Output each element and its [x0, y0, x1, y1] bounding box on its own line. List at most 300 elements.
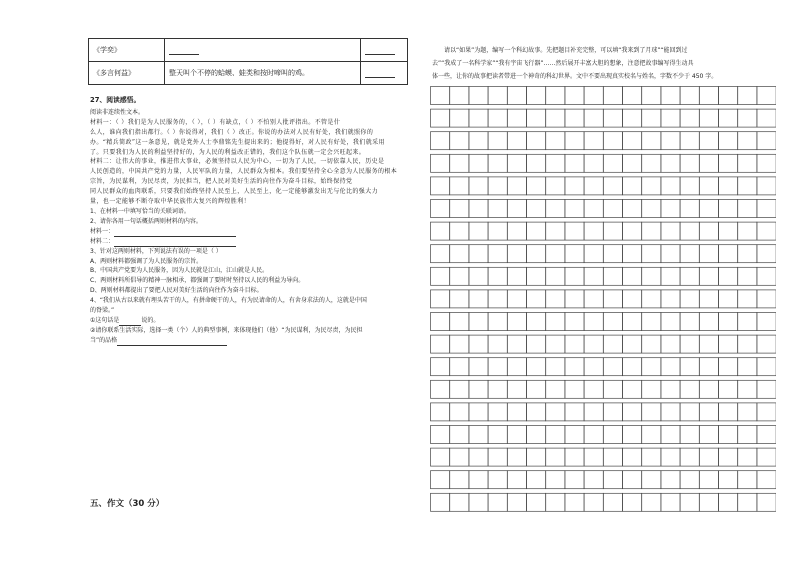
- grid-cell[interactable]: [469, 403, 488, 421]
- grid-cell[interactable]: [661, 380, 680, 398]
- grid-cell[interactable]: [565, 448, 584, 466]
- grid-cell[interactable]: [527, 290, 546, 308]
- grid-cell[interactable]: [738, 177, 757, 195]
- grid-cell[interactable]: [623, 358, 642, 376]
- grid-cell[interactable]: [738, 267, 757, 285]
- grid-cell[interactable]: [699, 335, 718, 353]
- grid-cell[interactable]: [584, 177, 603, 195]
- grid-cell[interactable]: [680, 245, 699, 263]
- grid-cell[interactable]: [527, 222, 546, 240]
- grid-cell[interactable]: [719, 200, 738, 218]
- grid-cell[interactable]: [565, 267, 584, 285]
- grid-cell[interactable]: [623, 380, 642, 398]
- grid-cell[interactable]: [680, 267, 699, 285]
- grid-cell[interactable]: [623, 87, 642, 105]
- grid-cell[interactable]: [507, 448, 526, 466]
- grid-cell[interactable]: [584, 335, 603, 353]
- grid-cell[interactable]: [623, 448, 642, 466]
- grid-cell[interactable]: [527, 471, 546, 489]
- material-2-answer-blank[interactable]: [114, 239, 236, 247]
- grid-cell[interactable]: [719, 177, 738, 195]
- grid-cell[interactable]: [584, 154, 603, 172]
- grid-cell[interactable]: [488, 358, 507, 376]
- grid-cell[interactable]: [738, 448, 757, 466]
- grid-cell[interactable]: [603, 154, 622, 172]
- grid-cell[interactable]: [565, 290, 584, 308]
- grid-cell[interactable]: [469, 177, 488, 195]
- grid-cell[interactable]: [757, 267, 776, 285]
- grid-cell[interactable]: [507, 335, 526, 353]
- grid-cell[interactable]: [603, 493, 622, 511]
- grid-cell[interactable]: [603, 290, 622, 308]
- grid-cell[interactable]: [565, 154, 584, 172]
- grid-cell[interactable]: [680, 177, 699, 195]
- grid-cell[interactable]: [699, 222, 718, 240]
- grid-cell[interactable]: [584, 290, 603, 308]
- grid-cell[interactable]: [450, 380, 469, 398]
- grid-cell[interactable]: [546, 267, 565, 285]
- grid-cell[interactable]: [488, 380, 507, 398]
- grid-cell[interactable]: [680, 200, 699, 218]
- grid-cell[interactable]: [642, 313, 661, 331]
- grid-cell[interactable]: [603, 335, 622, 353]
- grid-cell[interactable]: [546, 471, 565, 489]
- grid-cell[interactable]: [469, 132, 488, 150]
- grid-cell[interactable]: [546, 222, 565, 240]
- grid-cell[interactable]: [584, 245, 603, 263]
- grid-cell[interactable]: [507, 132, 526, 150]
- grid-cell[interactable]: [719, 290, 738, 308]
- grid-cell[interactable]: [680, 290, 699, 308]
- grid-cell[interactable]: [738, 290, 757, 308]
- grid-cell[interactable]: [603, 200, 622, 218]
- grid-cell[interactable]: [469, 290, 488, 308]
- grid-cell[interactable]: [623, 132, 642, 150]
- grid-cell[interactable]: [507, 426, 526, 444]
- grid-cell[interactable]: [488, 109, 507, 127]
- grid-cell[interactable]: [603, 245, 622, 263]
- grid-cell[interactable]: [680, 448, 699, 466]
- grid-cell[interactable]: [603, 109, 622, 127]
- grid-cell[interactable]: [584, 132, 603, 150]
- grid-cell[interactable]: [738, 109, 757, 127]
- grid-cell[interactable]: [623, 177, 642, 195]
- grid-cell[interactable]: [623, 200, 642, 218]
- grid-cell[interactable]: [680, 132, 699, 150]
- grid-cell[interactable]: [488, 222, 507, 240]
- grid-cell[interactable]: [527, 335, 546, 353]
- grid-cell[interactable]: [546, 109, 565, 127]
- grid-cell[interactable]: [507, 87, 526, 105]
- grid-cell[interactable]: [719, 87, 738, 105]
- grid-cell[interactable]: [488, 403, 507, 421]
- grid-cell[interactable]: [507, 200, 526, 218]
- grid-cell[interactable]: [661, 493, 680, 511]
- grid-cell[interactable]: [642, 109, 661, 127]
- grid-cell[interactable]: [527, 109, 546, 127]
- grid-cell[interactable]: [757, 222, 776, 240]
- grid-cell[interactable]: [565, 403, 584, 421]
- grid-cell[interactable]: [623, 154, 642, 172]
- grid-cell[interactable]: [623, 109, 642, 127]
- grid-cell[interactable]: [642, 132, 661, 150]
- grid-cell[interactable]: [642, 471, 661, 489]
- grid-cell[interactable]: [488, 267, 507, 285]
- grid-cell[interactable]: [469, 426, 488, 444]
- grid-cell[interactable]: [603, 313, 622, 331]
- grid-cell[interactable]: [719, 403, 738, 421]
- grid-cell[interactable]: [699, 200, 718, 218]
- content-blank[interactable]: [169, 45, 199, 55]
- grid-cell[interactable]: [431, 267, 450, 285]
- grid-cell[interactable]: [450, 493, 469, 511]
- grid-cell[interactable]: [527, 177, 546, 195]
- grid-cell[interactable]: [546, 290, 565, 308]
- grid-cell[interactable]: [661, 109, 680, 127]
- grid-cell[interactable]: [507, 245, 526, 263]
- grid-cell[interactable]: [507, 471, 526, 489]
- grid-cell[interactable]: [431, 448, 450, 466]
- grid-cell[interactable]: [584, 109, 603, 127]
- grid-cell[interactable]: [699, 109, 718, 127]
- grid-cell[interactable]: [527, 448, 546, 466]
- grid-cell[interactable]: [546, 132, 565, 150]
- grid-cell[interactable]: [488, 177, 507, 195]
- grid-cell[interactable]: [738, 358, 757, 376]
- grid-cell[interactable]: [584, 426, 603, 444]
- grid-cell[interactable]: [565, 109, 584, 127]
- grid-cell[interactable]: [738, 313, 757, 331]
- grid-cell[interactable]: [469, 200, 488, 218]
- grid-cell[interactable]: [738, 335, 757, 353]
- grid-cell[interactable]: [603, 426, 622, 444]
- grid-cell[interactable]: [623, 493, 642, 511]
- grid-cell[interactable]: [661, 245, 680, 263]
- grid-cell[interactable]: [661, 154, 680, 172]
- grid-cell[interactable]: [603, 471, 622, 489]
- grid-cell[interactable]: [507, 290, 526, 308]
- grid-cell[interactable]: [431, 313, 450, 331]
- grid-cell[interactable]: [642, 87, 661, 105]
- grid-cell[interactable]: [488, 154, 507, 172]
- grid-cell[interactable]: [603, 358, 622, 376]
- grid-cell[interactable]: [661, 267, 680, 285]
- grid-cell[interactable]: [719, 380, 738, 398]
- grid-cell[interactable]: [757, 358, 776, 376]
- grid-cell[interactable]: [719, 109, 738, 127]
- grid-cell[interactable]: [603, 267, 622, 285]
- grid-cell[interactable]: [431, 222, 450, 240]
- grid-cell[interactable]: [527, 132, 546, 150]
- grid-cell[interactable]: [623, 245, 642, 263]
- grid-cell[interactable]: [603, 380, 622, 398]
- grid-cell[interactable]: [450, 448, 469, 466]
- grid-cell[interactable]: [469, 267, 488, 285]
- grid-cell[interactable]: [680, 87, 699, 105]
- grid-cell[interactable]: [661, 132, 680, 150]
- grid-cell[interactable]: [431, 380, 450, 398]
- option-b[interactable]: B、中国共产党要为人民服务，因为人民就是江山，江山就是人民。: [90, 267, 269, 275]
- answer-blank[interactable]: [365, 68, 395, 78]
- grid-cell[interactable]: [661, 313, 680, 331]
- grid-cell[interactable]: [450, 267, 469, 285]
- grid-cell[interactable]: [546, 380, 565, 398]
- grid-cell[interactable]: [699, 267, 718, 285]
- grid-cell[interactable]: [642, 358, 661, 376]
- grid-cell[interactable]: [661, 222, 680, 240]
- grid-cell[interactable]: [469, 245, 488, 263]
- grid-cell[interactable]: [738, 426, 757, 444]
- grid-cell[interactable]: [431, 493, 450, 511]
- grid-cell[interactable]: [603, 177, 622, 195]
- grid-cell[interactable]: [680, 426, 699, 444]
- grid-cell[interactable]: [527, 403, 546, 421]
- grid-cell[interactable]: [546, 177, 565, 195]
- grid-cell[interactable]: [469, 335, 488, 353]
- speaker-blank[interactable]: [119, 318, 141, 326]
- grid-cell[interactable]: [546, 358, 565, 376]
- grid-cell[interactable]: [450, 87, 469, 105]
- grid-cell[interactable]: [680, 335, 699, 353]
- grid-cell[interactable]: [642, 245, 661, 263]
- grid-cell[interactable]: [507, 267, 526, 285]
- grid-cell[interactable]: [699, 313, 718, 331]
- grid-cell[interactable]: [661, 290, 680, 308]
- grid-cell[interactable]: [603, 448, 622, 466]
- grid-cell[interactable]: [699, 177, 718, 195]
- grid-cell[interactable]: [603, 222, 622, 240]
- grid-cell[interactable]: [699, 154, 718, 172]
- grid-cell[interactable]: [488, 132, 507, 150]
- grid-cell[interactable]: [757, 448, 776, 466]
- grid-cell[interactable]: [431, 87, 450, 105]
- grid-cell[interactable]: [738, 471, 757, 489]
- grid-cell[interactable]: [719, 358, 738, 376]
- grid-cell[interactable]: [757, 177, 776, 195]
- grid-cell[interactable]: [450, 313, 469, 331]
- grid-cell[interactable]: [546, 448, 565, 466]
- grid-cell[interactable]: [699, 380, 718, 398]
- grid-cell[interactable]: [507, 380, 526, 398]
- option-d[interactable]: D、两则材料都提出了要把人民对美好生活的向往作为奋斗目标。: [90, 287, 263, 295]
- grid-cell[interactable]: [469, 313, 488, 331]
- grid-cell[interactable]: [680, 109, 699, 127]
- grid-cell[interactable]: [450, 358, 469, 376]
- material-1-answer-blank[interactable]: [114, 229, 236, 237]
- grid-cell[interactable]: [719, 267, 738, 285]
- grid-cell[interactable]: [680, 493, 699, 511]
- grid-cell[interactable]: [584, 313, 603, 331]
- grid-cell[interactable]: [507, 358, 526, 376]
- grid-cell[interactable]: [565, 313, 584, 331]
- grid-cell[interactable]: [450, 471, 469, 489]
- grid-cell[interactable]: [565, 426, 584, 444]
- grid-cell[interactable]: [450, 426, 469, 444]
- grid-cell[interactable]: [565, 493, 584, 511]
- grid-cell[interactable]: [450, 335, 469, 353]
- grid-cell[interactable]: [565, 177, 584, 195]
- grid-cell[interactable]: [757, 493, 776, 511]
- grid-cell[interactable]: [488, 87, 507, 105]
- grid-cell[interactable]: [488, 335, 507, 353]
- grid-cell[interactable]: [431, 426, 450, 444]
- grid-cell[interactable]: [699, 290, 718, 308]
- grid-cell[interactable]: [719, 426, 738, 444]
- grid-cell[interactable]: [527, 380, 546, 398]
- grid-cell[interactable]: [738, 493, 757, 511]
- grid-cell[interactable]: [469, 471, 488, 489]
- grid-cell[interactable]: [565, 358, 584, 376]
- grid-cell[interactable]: [469, 448, 488, 466]
- essay-writing-grid[interactable]: [430, 86, 776, 524]
- grid-cell[interactable]: [527, 154, 546, 172]
- grid-cell[interactable]: [699, 132, 718, 150]
- grid-cell[interactable]: [757, 245, 776, 263]
- grid-cell[interactable]: [642, 200, 661, 218]
- grid-cell[interactable]: [719, 471, 738, 489]
- grid-cell[interactable]: [699, 87, 718, 105]
- grid-cell[interactable]: [565, 87, 584, 105]
- grid-cell[interactable]: [546, 87, 565, 105]
- grid-cell[interactable]: [431, 109, 450, 127]
- grid-cell[interactable]: [642, 154, 661, 172]
- grid-cell[interactable]: [546, 426, 565, 444]
- grid-cell[interactable]: [642, 177, 661, 195]
- grid-cell[interactable]: [661, 426, 680, 444]
- grid-cell[interactable]: [507, 493, 526, 511]
- grid-cell[interactable]: [738, 403, 757, 421]
- grid-cell[interactable]: [565, 245, 584, 263]
- grid-cell[interactable]: [642, 335, 661, 353]
- grid-cell[interactable]: [450, 132, 469, 150]
- grid-cell[interactable]: [584, 448, 603, 466]
- grid-cell[interactable]: [469, 380, 488, 398]
- grid-cell[interactable]: [507, 177, 526, 195]
- option-a[interactable]: A、两则材料都强调了为人民服务的宗旨。: [90, 257, 203, 265]
- grid-cell[interactable]: [680, 380, 699, 398]
- grid-cell[interactable]: [527, 426, 546, 444]
- grid-cell[interactable]: [719, 245, 738, 263]
- grid-cell[interactable]: [680, 154, 699, 172]
- grid-cell[interactable]: [584, 493, 603, 511]
- grid-cell[interactable]: [661, 87, 680, 105]
- grid-cell[interactable]: [603, 403, 622, 421]
- grid-cell[interactable]: [680, 222, 699, 240]
- grid-cell[interactable]: [431, 245, 450, 263]
- grid-cell[interactable]: [642, 448, 661, 466]
- grid-cell[interactable]: [488, 426, 507, 444]
- grid-cell[interactable]: [584, 267, 603, 285]
- grid-cell[interactable]: [603, 132, 622, 150]
- grid-cell[interactable]: [565, 132, 584, 150]
- grid-cell[interactable]: [719, 448, 738, 466]
- grid-cell[interactable]: [527, 313, 546, 331]
- grid-cell[interactable]: [546, 245, 565, 263]
- grid-cell[interactable]: [661, 177, 680, 195]
- grid-cell[interactable]: [546, 335, 565, 353]
- grid-cell[interactable]: [699, 358, 718, 376]
- grid-cell[interactable]: [661, 358, 680, 376]
- grid-cell[interactable]: [603, 87, 622, 105]
- grid-cell[interactable]: [431, 132, 450, 150]
- grid-cell[interactable]: [469, 358, 488, 376]
- grid-cell[interactable]: [623, 290, 642, 308]
- grid-cell[interactable]: [431, 471, 450, 489]
- character-answer-blank[interactable]: [117, 338, 227, 346]
- grid-cell[interactable]: [527, 358, 546, 376]
- grid-cell[interactable]: [623, 426, 642, 444]
- grid-cell[interactable]: [642, 267, 661, 285]
- grid-cell[interactable]: [469, 109, 488, 127]
- option-c[interactable]: C、两则材料所倡导的精神一脉相承，都强调了要时时坚持以人民的利益为导向。: [90, 277, 305, 285]
- grid-cell[interactable]: [488, 245, 507, 263]
- grid-cell[interactable]: [738, 245, 757, 263]
- grid-cell[interactable]: [623, 471, 642, 489]
- grid-cell[interactable]: [450, 200, 469, 218]
- grid-cell[interactable]: [431, 358, 450, 376]
- grid-cell[interactable]: [527, 200, 546, 218]
- grid-cell[interactable]: [642, 222, 661, 240]
- grid-cell[interactable]: [450, 154, 469, 172]
- grid-cell[interactable]: [757, 290, 776, 308]
- grid-cell[interactable]: [507, 109, 526, 127]
- grid-cell[interactable]: [488, 313, 507, 331]
- grid-cell[interactable]: [546, 493, 565, 511]
- grid-cell[interactable]: [719, 132, 738, 150]
- grid-cell[interactable]: [450, 222, 469, 240]
- grid-cell[interactable]: [757, 200, 776, 218]
- grid-cell[interactable]: [527, 245, 546, 263]
- grid-cell[interactable]: [584, 380, 603, 398]
- grid-cell[interactable]: [642, 380, 661, 398]
- grid-cell[interactable]: [546, 403, 565, 421]
- grid-cell[interactable]: [565, 200, 584, 218]
- grid-cell[interactable]: [565, 222, 584, 240]
- grid-cell[interactable]: [527, 87, 546, 105]
- grid-cell[interactable]: [738, 132, 757, 150]
- grid-cell[interactable]: [507, 313, 526, 331]
- grid-cell[interactable]: [431, 290, 450, 308]
- grid-cell[interactable]: [431, 335, 450, 353]
- grid-cell[interactable]: [757, 335, 776, 353]
- grid-cell[interactable]: [507, 222, 526, 240]
- grid-cell[interactable]: [507, 403, 526, 421]
- grid-cell[interactable]: [642, 290, 661, 308]
- grid-cell[interactable]: [469, 222, 488, 240]
- grid-cell[interactable]: [757, 109, 776, 127]
- grid-cell[interactable]: [757, 403, 776, 421]
- grid-cell[interactable]: [546, 200, 565, 218]
- grid-cell[interactable]: [584, 222, 603, 240]
- grid-cell[interactable]: [546, 154, 565, 172]
- grid-cell[interactable]: [738, 154, 757, 172]
- grid-cell[interactable]: [757, 87, 776, 105]
- grid-cell[interactable]: [488, 471, 507, 489]
- grid-cell[interactable]: [680, 313, 699, 331]
- grid-cell[interactable]: [757, 471, 776, 489]
- grid-cell[interactable]: [488, 200, 507, 218]
- grid-cell[interactable]: [680, 471, 699, 489]
- grid-cell[interactable]: [584, 200, 603, 218]
- grid-cell[interactable]: [527, 493, 546, 511]
- grid-cell[interactable]: [488, 448, 507, 466]
- grid-cell[interactable]: [699, 403, 718, 421]
- grid-cell[interactable]: [642, 426, 661, 444]
- grid-cell[interactable]: [431, 154, 450, 172]
- grid-cell[interactable]: [584, 87, 603, 105]
- grid-cell[interactable]: [623, 267, 642, 285]
- grid-cell[interactable]: [431, 177, 450, 195]
